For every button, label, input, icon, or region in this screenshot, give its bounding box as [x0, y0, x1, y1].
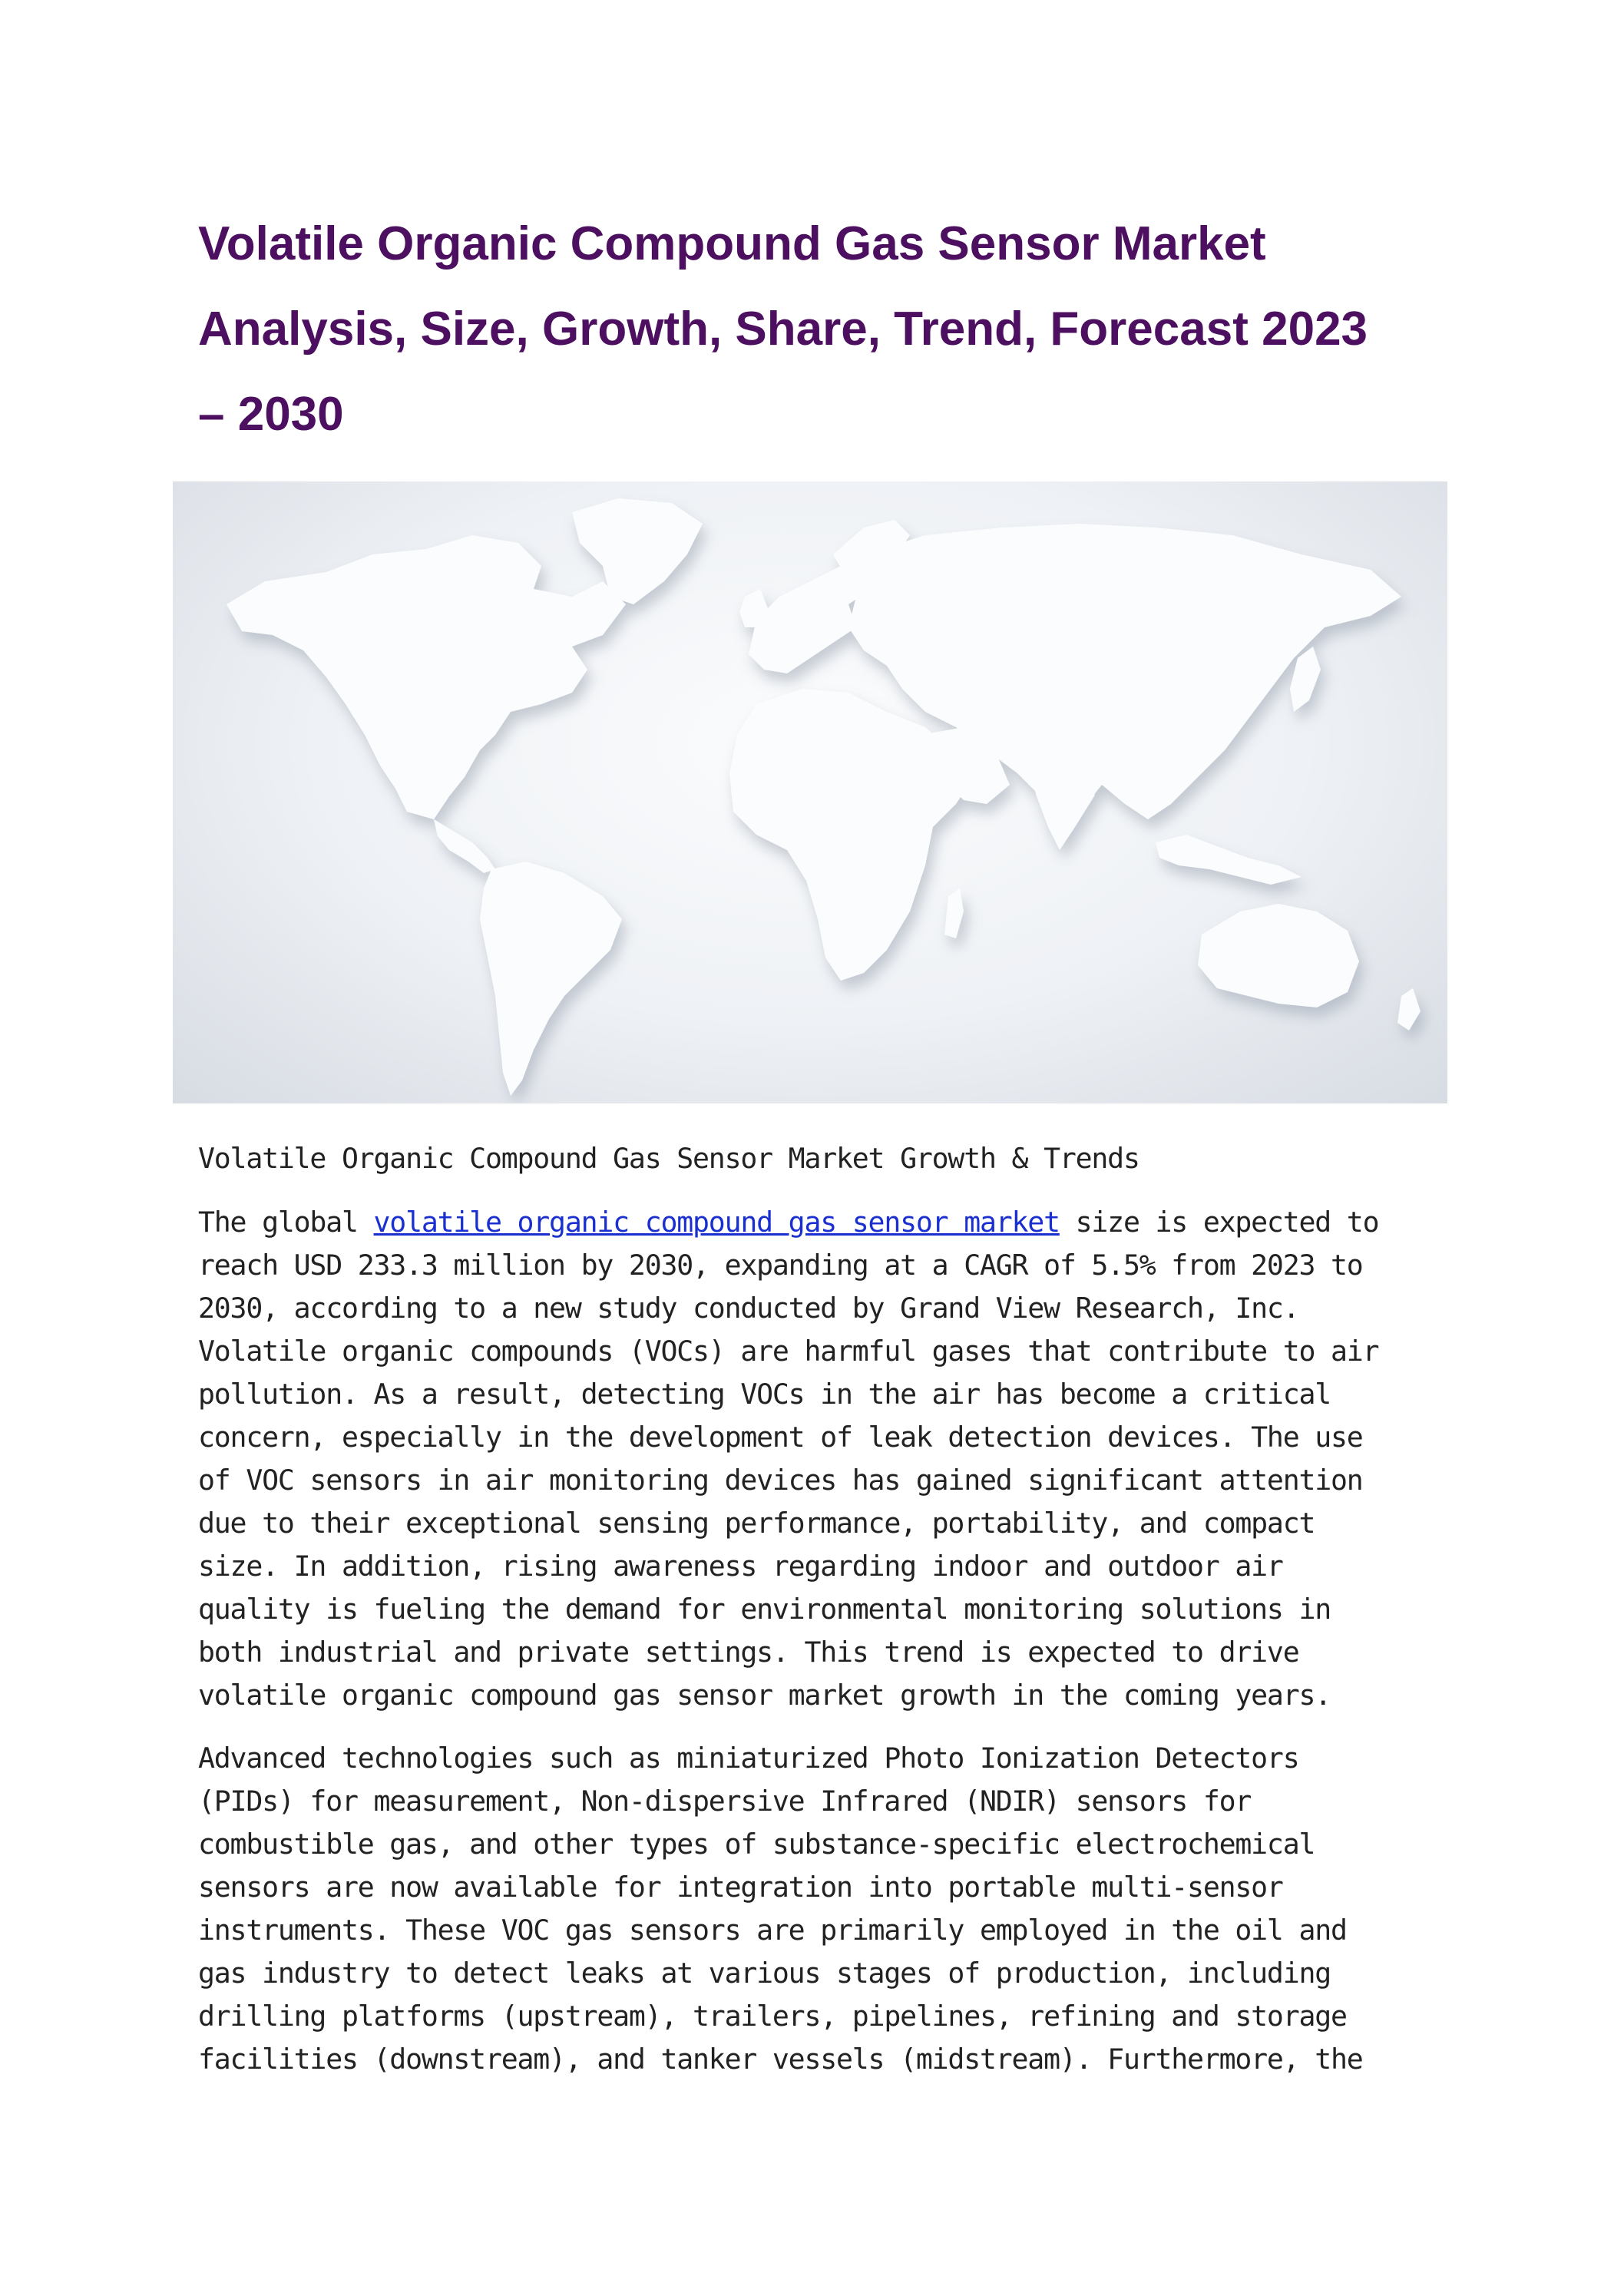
- north-america-shape: [227, 535, 626, 819]
- line-suffix: size is expected to: [1059, 1206, 1379, 1239]
- title-line: Volatile Organic Compound Gas Sensor Market: [198, 217, 1266, 270]
- paragraph-line: drilling platforms (upstream), trailers, pipelines, refining and storage: [198, 2000, 1347, 2033]
- world-map-image: [173, 481, 1447, 1103]
- world-map-graphic: [173, 481, 1447, 1103]
- paragraph-line: size. In addition, rising awareness regarding indoor and outdoor air: [198, 1550, 1283, 1583]
- madagascar-shape: [944, 888, 964, 938]
- paragraph-line: (PIDs) for measurement, Non-dispersive Infrared (NDIR) sensors for: [198, 1785, 1252, 1818]
- paragraph-line: sensors are now available for integration into portable multi-sensor: [198, 1871, 1283, 1904]
- south-america-shape: [480, 862, 622, 1096]
- paragraph-line: reach USD 233.3 million by 2030, expanding at a CAGR of 5.5% from 2023 to: [198, 1249, 1363, 1282]
- paragraph-line: both industrial and private settings. This trend is expected to drive: [198, 1636, 1299, 1669]
- title-line: – 2030: [198, 388, 344, 441]
- southeast-asia-islands-shape: [1156, 835, 1302, 885]
- paragraph-line: [198, 1201, 1457, 1244]
- paragraph-line: due to their exceptional sensing performance, portability, and compact: [198, 1507, 1315, 1540]
- paragraph-line: Advanced technologies such as miniaturized Photo Ionization Detectors: [198, 1742, 1299, 1775]
- paragraph-line: Volatile organic compounds (VOCs) are harmful gases that contribute to air: [198, 1335, 1379, 1368]
- market-report-link[interactable]: volatile organic compound gas sensor market: [373, 1206, 1060, 1239]
- paragraph-1: [198, 1201, 1457, 1717]
- title-line: Analysis, Size, Growth, Share, Trend, Forecast 2023: [198, 303, 1368, 356]
- paragraph-line: combustible gas, and other types of substance-specific electrochemical: [198, 1828, 1315, 1861]
- paragraph-line: instruments. These VOC gas sensors are primarily employed in the oil and: [198, 1914, 1347, 1947]
- line-prefix: The global: [198, 1206, 374, 1239]
- paragraph-line: pollution. As a result, detecting VOCs in the air has become a critical: [198, 1378, 1331, 1411]
- paragraph-line: concern, especially in the development of leak detection devices. The use: [198, 1421, 1363, 1454]
- paragraph-line: volatile organic compound gas sensor market growth in the coming years.: [198, 1679, 1331, 1712]
- paragraph-line: of VOC sensors in air monitoring devices has gained significant attention: [198, 1464, 1363, 1497]
- document-title: [198, 201, 1457, 457]
- paragraph-line: quality is fueling the demand for environmental monitoring solutions in: [198, 1593, 1331, 1626]
- paragraph-line: 2030, according to a new study conducted by Grand View Research, Inc.: [198, 1292, 1299, 1325]
- section-subheading: Volatile Organic Compound Gas Sensor Market Growth & Trends: [198, 1142, 1139, 1175]
- new-zealand-shape: [1397, 988, 1421, 1031]
- paragraph-2: [198, 1737, 1457, 2081]
- india-shape: [1025, 750, 1102, 850]
- australia-shape: [1198, 904, 1359, 1007]
- paragraph-line: facilities (downstream), and tanker vessels (midstream). Furthermore, the: [198, 2043, 1363, 2076]
- paragraph-line: gas industry to detect leaks at various stages of production, including: [198, 1957, 1331, 1990]
- central-america-shape: [434, 819, 495, 873]
